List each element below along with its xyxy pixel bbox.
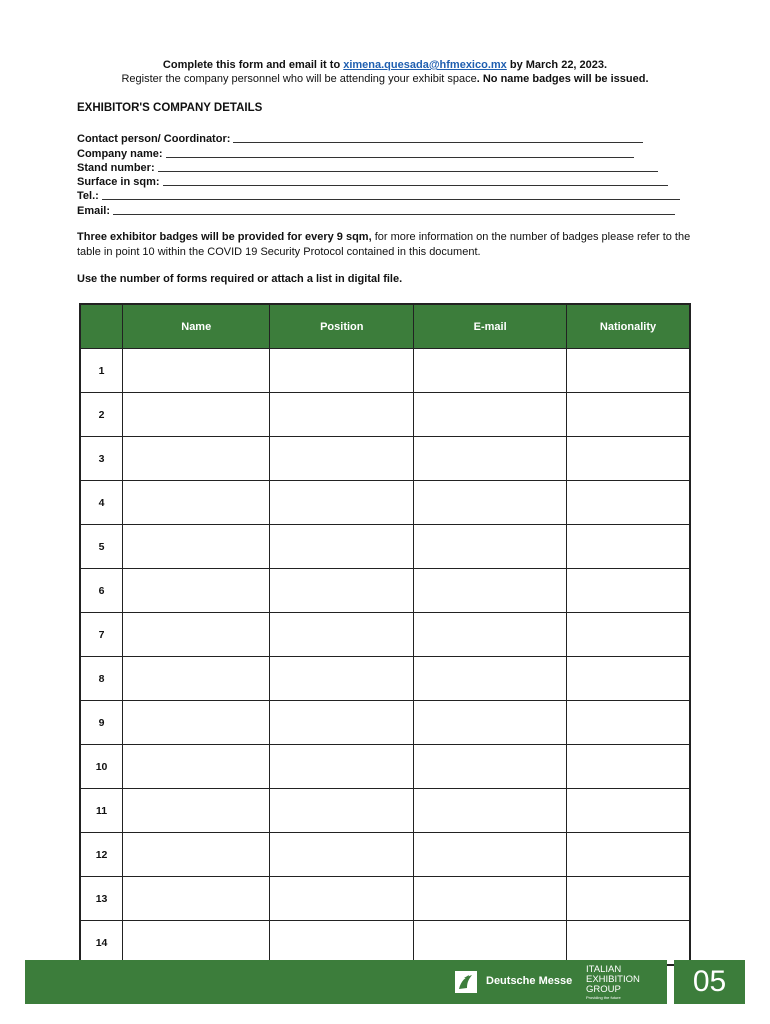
email-cell[interactable] — [414, 481, 567, 525]
deutsche-messe-logo-icon — [455, 971, 477, 993]
nationality-cell[interactable] — [567, 833, 690, 877]
table-row — [80, 437, 690, 481]
ieg-line2: EXHIBITION — [586, 974, 640, 985]
position-cell[interactable] — [270, 349, 414, 393]
nationality-cell[interactable] — [567, 437, 690, 481]
nationality-cell[interactable] — [567, 921, 690, 966]
nationality-cell[interactable] — [567, 657, 690, 701]
nationality-cell[interactable] — [567, 569, 690, 613]
nationality-cell[interactable] — [567, 525, 690, 569]
nationality-cell[interactable] — [567, 877, 690, 921]
table-row — [80, 657, 690, 701]
header-deadline: by March 22, 2023. — [506, 59, 608, 71]
row-number: 13 — [80, 877, 123, 921]
email-cell[interactable] — [414, 525, 567, 569]
badge-note-bold: Three exhibitor badges will be provided for every 9 sqm, — [77, 231, 372, 243]
stand-number-field[interactable] — [77, 160, 687, 174]
table-row — [80, 349, 690, 393]
row-number: 2 — [80, 393, 123, 437]
email-cell[interactable] — [414, 877, 567, 921]
table-body — [80, 349, 690, 966]
ieg-line1: ITALIAN — [586, 964, 622, 975]
row-number: 1 — [80, 349, 123, 393]
name-cell[interactable] — [123, 481, 270, 525]
email-cell[interactable] — [414, 393, 567, 437]
row-number: 7 — [80, 613, 123, 657]
page-number: 05 — [674, 960, 745, 1004]
nationality-cell[interactable] — [567, 613, 690, 657]
field-label: Email: — [77, 204, 111, 217]
header-note-text: Register the company personnel who will be attending your exhibit space — [121, 73, 477, 85]
nationality-cell[interactable] — [567, 745, 690, 789]
header-email: E-mail — [414, 304, 567, 349]
row-number: 11 — [80, 789, 123, 833]
position-cell[interactable] — [270, 569, 414, 613]
field-label: Stand number: — [77, 161, 155, 174]
table-row — [80, 569, 690, 613]
name-cell[interactable] — [123, 613, 270, 657]
section-title: EXHIBITOR'S COMPANY DETAILS — [77, 102, 263, 114]
header-number — [80, 304, 123, 349]
row-number: 14 — [80, 921, 123, 966]
position-cell[interactable] — [270, 789, 414, 833]
ieg-tagline: Providing the future — [586, 995, 621, 1000]
table-row — [80, 525, 690, 569]
contact-person-field[interactable] — [77, 131, 687, 145]
position-cell[interactable] — [270, 613, 414, 657]
row-number: 6 — [80, 569, 123, 613]
nationality-cell[interactable] — [567, 789, 690, 833]
field-line[interactable] — [166, 147, 634, 158]
nationality-cell[interactable] — [567, 349, 690, 393]
name-cell[interactable] — [123, 921, 270, 966]
email-cell[interactable] — [414, 349, 567, 393]
table-header-row — [80, 304, 690, 349]
name-cell[interactable] — [123, 789, 270, 833]
email-cell[interactable] — [414, 745, 567, 789]
table-row — [80, 833, 690, 877]
nationality-cell[interactable] — [567, 701, 690, 745]
email-cell[interactable] — [414, 921, 567, 966]
position-cell[interactable] — [270, 481, 414, 525]
name-cell[interactable] — [123, 833, 270, 877]
header-name: Name — [123, 304, 270, 349]
ieg-logo — [586, 965, 666, 1000]
field-line[interactable] — [158, 161, 658, 172]
deutsche-messe-label: Deutsche Messe — [486, 975, 573, 987]
table-row — [80, 701, 690, 745]
email-cell[interactable] — [414, 833, 567, 877]
email-cell[interactable] — [414, 569, 567, 613]
tel-field[interactable] — [77, 188, 687, 202]
position-cell[interactable] — [270, 525, 414, 569]
row-number: 8 — [80, 657, 123, 701]
row-number: 3 — [80, 437, 123, 481]
nationality-cell[interactable] — [567, 481, 690, 525]
field-line[interactable] — [163, 175, 668, 186]
name-cell[interactable] — [123, 877, 270, 921]
position-cell[interactable] — [270, 393, 414, 437]
table-row — [80, 789, 690, 833]
header-note — [0, 73, 770, 85]
email-field[interactable] — [77, 202, 687, 216]
position-cell[interactable] — [270, 921, 414, 966]
field-label: Surface in sqm: — [77, 176, 160, 189]
position-cell[interactable] — [270, 833, 414, 877]
header-note-bold: . No name badges will be issued. — [476, 73, 649, 85]
name-cell[interactable] — [123, 569, 270, 613]
name-cell[interactable] — [123, 349, 270, 393]
position-cell[interactable] — [270, 745, 414, 789]
email-cell[interactable] — [414, 701, 567, 745]
table-row — [80, 613, 690, 657]
ieg-line3: GROUP — [586, 984, 621, 995]
row-number: 4 — [80, 481, 123, 525]
row-number: 12 — [80, 833, 123, 877]
contact-email-link[interactable]: ximena.quesada@hfmexico.mx — [343, 59, 507, 71]
header-position: Position — [270, 304, 414, 349]
field-label: Company name: — [77, 147, 163, 160]
personnel-table — [79, 303, 691, 966]
badge-note — [77, 230, 697, 260]
company-details-fields — [77, 131, 687, 217]
email-cell[interactable] — [414, 657, 567, 701]
name-cell[interactable] — [123, 437, 270, 481]
table-row — [80, 877, 690, 921]
row-number: 10 — [80, 745, 123, 789]
email-cell[interactable] — [414, 789, 567, 833]
position-cell[interactable] — [270, 701, 414, 745]
header-prefix: Complete this form and email it to — [162, 59, 344, 71]
nationality-cell[interactable] — [567, 393, 690, 437]
name-cell[interactable] — [123, 745, 270, 789]
surface-field[interactable] — [77, 174, 687, 188]
table-row — [80, 481, 690, 525]
forms-instruction: Use the number of forms required or attach a list in digital file. — [77, 273, 403, 285]
row-number: 5 — [80, 525, 123, 569]
row-number: 9 — [80, 701, 123, 745]
company-name-field[interactable] — [77, 145, 687, 159]
email-cell[interactable] — [414, 613, 567, 657]
email-cell[interactable] — [414, 437, 567, 481]
badge-note-text: for more information on the number of badges please refer to the table in point 10 within the COVID 19 Security Protocol contained in this document. — [77, 231, 691, 258]
field-label: Tel.: — [77, 190, 99, 203]
name-cell[interactable] — [123, 525, 270, 569]
table-row — [80, 921, 690, 966]
table-row — [80, 393, 690, 437]
position-cell[interactable] — [270, 877, 414, 921]
field-label: Contact person/ Coordinator: — [77, 133, 231, 146]
position-cell[interactable] — [270, 657, 414, 701]
name-cell[interactable] — [123, 657, 270, 701]
name-cell[interactable] — [123, 701, 270, 745]
field-line[interactable] — [102, 189, 680, 200]
header-nationality: Nationality — [567, 304, 690, 349]
table-row — [80, 745, 690, 789]
name-cell[interactable] — [123, 393, 270, 437]
field-line[interactable] — [113, 204, 675, 215]
header-instruction — [0, 59, 770, 71]
position-cell[interactable] — [270, 437, 414, 481]
field-line[interactable] — [233, 132, 643, 143]
